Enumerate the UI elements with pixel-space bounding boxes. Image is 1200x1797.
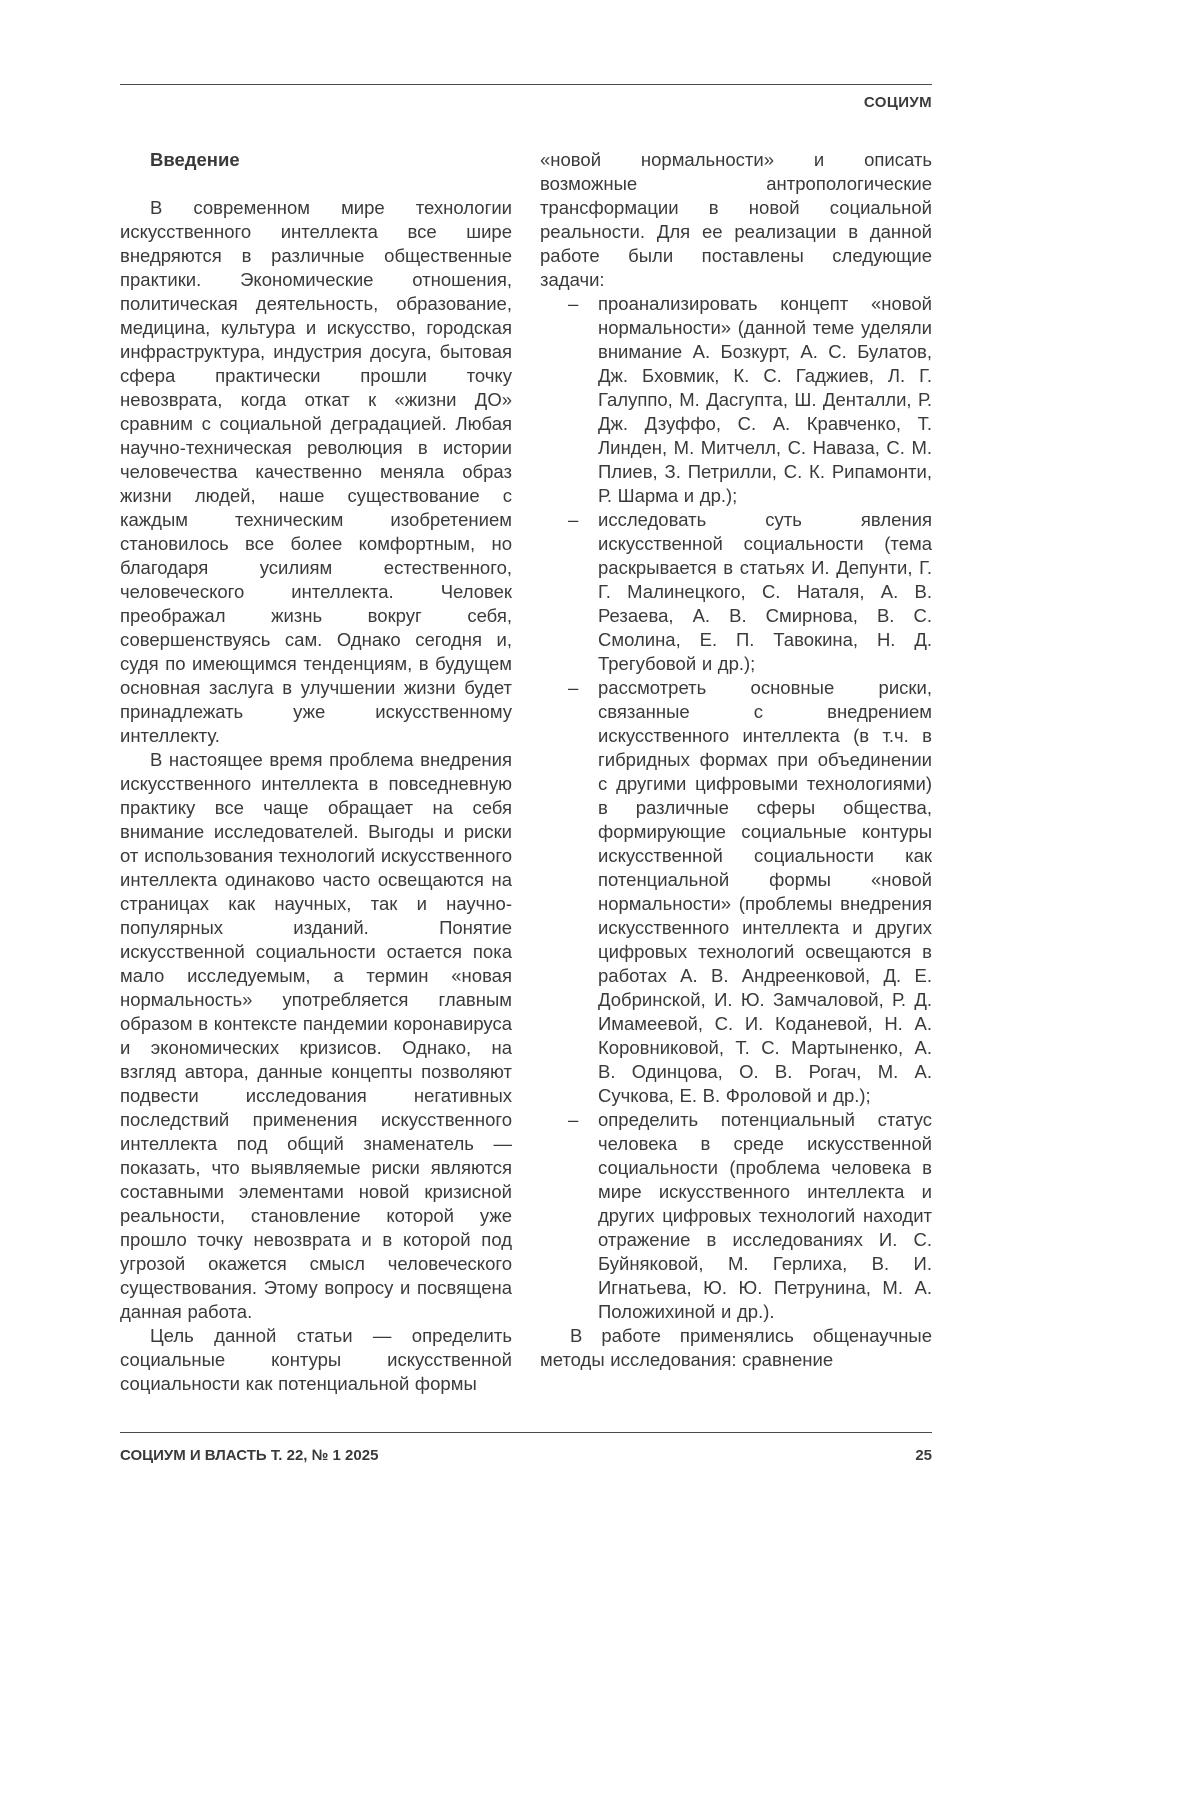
task-item-1: [540, 292, 932, 508]
right-column: [540, 148, 932, 1396]
task-item-text: рассмотреть основные риски, связанные с внедрением искусственного интеллекта (в т.ч. в гибридных формах при объединении с другими цифровыми технологиями) в различные сферы общества, формирующие социальные контуры искусственной социальности как потенциальной формы «новой нормальности» (проблемы внедрения искусственного интеллекта и других цифровых технологий освещаются в работах А. В. Андреенковой, Д. Е. Добринской, И. Ю. Замчаловой, Р. Д. Имамеевой, С. И. Коданевой, Н. А. Коровниковой, Т. С. Мартыненко, А. В. Одинцова, О. В. Рогач, М. А. Сучкова, Е. В. Фроловой и др.);: [598, 677, 932, 1106]
dash-marker: –: [568, 293, 579, 314]
task-item-text: исследовать суть явления искусственной социальности (тема раскрывается в статьях И. Депунти, Г. Г. Малинецкого, С. Наталя, А. В. Резаева, А. В. Смирнова, В. С. Смолина, Е. П. Тавокина, Н. Д. Трегубовой и др.);: [598, 509, 932, 674]
task-item-text: определить потенциальный статус человека в среде искусственной социальности (проблема человека в мире искусственного интеллекта и других цифровых технологий находит отражение в исследованиях И. С. Буйняковой, М. Герлиха, В. И. Игнатьева, Ю. Ю. Петрунина, М. А. Положихиной и др.).: [598, 1109, 932, 1322]
intro-paragraph-3: Цель данной статьи — определить социальные контуры искусственной социальности как потенциальной формы: [120, 1325, 512, 1394]
page-number: 25: [915, 1447, 932, 1464]
continuation-paragraph: «новой нормальности» и описать возможные антропологические трансформации в новой социальной реальности. Для ее реализации в данной работе были поставлены следующие задачи:: [540, 149, 932, 290]
closing-paragraph: В работе применялись общенаучные методы исследования: сравнение: [540, 1325, 932, 1370]
dash-marker: –: [568, 509, 579, 530]
section-heading: Введение: [150, 149, 240, 170]
page-header: [120, 84, 932, 111]
intro-paragraph-1: В современном мире технологии искусственного интеллекта все шире внедряются в различные общественные практики. Экономические отношения, политическая деятельность, образование, медицина, культура и искусство, городская инфраструктура, индустрия досуга, бытовая сфера практически прошли точку невозврата, когда откат к «жизни ДО» сравним с социальной деградацией. Любая научно-техническая революция в истории человечества качественно меняла образ жизни людей, наше существование с каждым техническим изобретением становилось все более комфортным, но благодаря усилиям естественного, человеческого интеллекта. Человек преображал жизнь вокруг себя, совершенствуясь сам. Однако сегодня и, судя по имеющимся тенденциям, в будущем основная заслуга в улучшении жизни будет принадлежать уже искусственному интеллекту.: [120, 197, 512, 746]
dash-marker: –: [568, 1109, 579, 1130]
running-head: СОЦИУМ: [863, 94, 932, 111]
task-item-3: [540, 676, 932, 1108]
dash-marker: –: [568, 677, 579, 698]
task-item-2: [540, 508, 932, 676]
page-footer: [120, 1432, 932, 1464]
task-list: [540, 292, 932, 1324]
intro-paragraph-2: В настоящее время проблема внедрения искусственного интеллекта в повседневную практику все чаще обращает на себя внимание исследователей. Выгоды и риски от использования технологий искусственного интеллекта одинаково часто освещаются на страницах как научных, так и научно-популярных изданий. Понятие искусственной социальности остается пока мало исследуемым, а термин «новая нормальность» употребляется главным образом в контексте пандемии коронавируса и экономических кризисов. Однако, на взгляд автора, данные концепты позволяют подвести исследования негативных последствий применения искусственного интеллекта под общий знаменатель — показать, что выявляемые риски являются составными элементами новой кризисной реальности, становление которой уже прошло точку невозврата и в которой под угрозой окажется смысл человеческого существования. Этому вопросу и посвящена данная работа.: [120, 749, 512, 1322]
footer-row: [120, 1433, 932, 1464]
task-item-4: [540, 1108, 932, 1324]
page-content: [120, 148, 932, 1396]
journal-title: СОЦИУМ И ВЛАСТЬ Т. 22, № 1 2025: [120, 1447, 379, 1464]
task-item-text: проанализировать концепт «новой нормальности» (данной теме уделяли внимание А. Бозкурт, А. С. Булатов, Дж. Бховмик, К. С. Гаджиев, Л. Г. Галуппо, М. Дасгупта, Ш. Денталли, Р. Дж. Дзуффо, С. А. Кравченко, Т. Линден, М. Митчелл, С. Наваза, С. М. Плиев, З. Петрилли, С. К. Рипамонти, Р. Шарма и др.);: [598, 293, 932, 506]
left-column: [120, 148, 512, 1396]
